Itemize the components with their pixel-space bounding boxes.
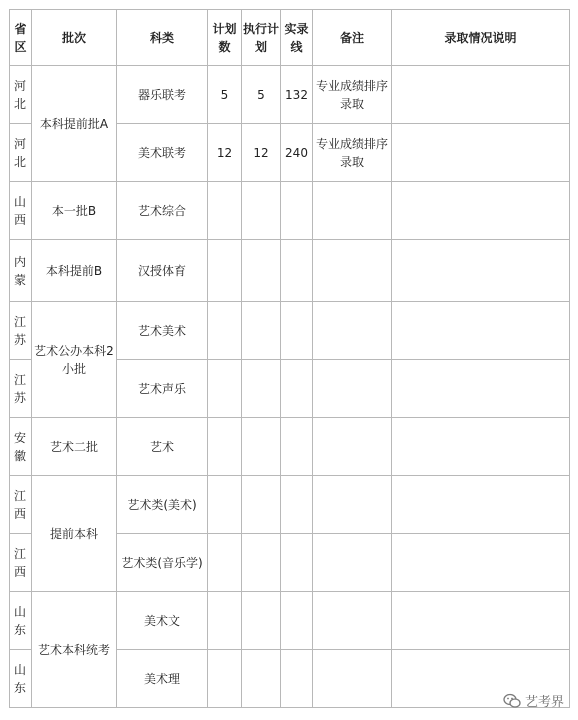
table-row	[10, 182, 570, 240]
province-cell: 山西	[10, 182, 32, 240]
explanation-cell	[392, 360, 570, 418]
header-note: 备注	[313, 10, 392, 66]
exec-plan-cell	[242, 302, 281, 360]
header-plan: 计划数	[208, 10, 242, 66]
note-cell	[313, 592, 392, 650]
exec-plan-cell	[242, 650, 281, 708]
category-cell: 器乐联考	[117, 66, 208, 124]
note-cell	[313, 476, 392, 534]
province-cell: 江苏	[10, 360, 32, 418]
category-cell: 美术理	[117, 650, 208, 708]
explanation-cell	[392, 476, 570, 534]
exec-plan-cell: 12	[242, 124, 281, 182]
table-row	[10, 476, 570, 534]
actual-cell	[281, 592, 313, 650]
explanation-cell	[392, 534, 570, 592]
header-explanation: 录取情况说明	[392, 10, 570, 66]
actual-cell	[281, 650, 313, 708]
exec-plan-cell	[242, 240, 281, 302]
explanation-cell	[392, 124, 570, 182]
note-cell	[313, 302, 392, 360]
explanation-cell	[392, 592, 570, 650]
exec-plan-cell	[242, 360, 281, 418]
province-cell: 河北	[10, 124, 32, 182]
actual-cell	[281, 302, 313, 360]
actual-cell: 132	[281, 66, 313, 124]
plan-cell	[208, 476, 242, 534]
actual-cell	[281, 360, 313, 418]
actual-cell	[281, 476, 313, 534]
province-cell: 安徽	[10, 418, 32, 476]
exec-plan-cell	[242, 476, 281, 534]
category-cell: 美术文	[117, 592, 208, 650]
batch-cell: 本科提前批A	[32, 66, 117, 182]
plan-cell	[208, 182, 242, 240]
explanation-cell	[392, 418, 570, 476]
table-row	[10, 418, 570, 476]
plan-cell	[208, 302, 242, 360]
header-actual: 实录线	[281, 10, 313, 66]
batch-cell: 本一批B	[32, 182, 117, 240]
plan-cell: 5	[208, 66, 242, 124]
province-cell: 山东	[10, 592, 32, 650]
table-row	[10, 302, 570, 360]
plan-cell	[208, 418, 242, 476]
plan-cell	[208, 534, 242, 592]
header-category: 科类	[117, 10, 208, 66]
province-cell: 江西	[10, 534, 32, 592]
province-cell: 江苏	[10, 302, 32, 360]
explanation-cell	[392, 182, 570, 240]
note-cell	[313, 534, 392, 592]
province-cell: 内蒙	[10, 240, 32, 302]
plan-cell	[208, 650, 242, 708]
category-cell: 汉授体育	[117, 240, 208, 302]
category-cell: 艺术综合	[117, 182, 208, 240]
note-cell	[313, 650, 392, 708]
note-cell	[313, 240, 392, 302]
exec-plan-cell	[242, 592, 281, 650]
table-row	[10, 592, 570, 650]
province-cell: 江西	[10, 476, 32, 534]
header-province: 省区	[10, 10, 32, 66]
note-cell	[313, 360, 392, 418]
category-cell: 艺术	[117, 418, 208, 476]
actual-cell	[281, 240, 313, 302]
category-cell: 美术联考	[117, 124, 208, 182]
batch-cell: 艺术公办本科2小批	[32, 302, 117, 418]
province-cell: 河北	[10, 66, 32, 124]
explanation-cell	[392, 240, 570, 302]
category-cell: 艺术类(音乐学)	[117, 534, 208, 592]
province-cell: 山东	[10, 650, 32, 708]
watermark-text: 艺考界	[524, 695, 564, 710]
note-cell	[313, 418, 392, 476]
exec-plan-cell	[242, 182, 281, 240]
category-cell: 艺术类(美术)	[117, 476, 208, 534]
explanation-cell	[392, 66, 570, 124]
plan-cell	[208, 360, 242, 418]
table-row	[10, 66, 570, 124]
header-batch: 批次	[32, 10, 117, 66]
explanation-cell	[392, 302, 570, 360]
plan-cell	[208, 592, 242, 650]
note-cell: 专业成绩排序录取	[313, 124, 392, 182]
category-cell: 艺术声乐	[117, 360, 208, 418]
batch-cell: 本科提前B	[32, 240, 117, 302]
note-cell	[313, 182, 392, 240]
actual-cell: 240	[281, 124, 313, 182]
batch-cell: 艺术本科统考	[32, 592, 117, 708]
actual-cell	[281, 182, 313, 240]
header-row	[10, 10, 570, 66]
admission-table	[9, 9, 570, 708]
table-row	[10, 240, 570, 302]
watermark	[503, 691, 564, 710]
plan-cell	[208, 240, 242, 302]
header-exec-plan: 执行计划	[242, 10, 281, 66]
actual-cell	[281, 418, 313, 476]
batch-cell: 艺术二批	[32, 418, 117, 476]
batch-cell: 提前本科	[32, 476, 117, 592]
exec-plan-cell: 5	[242, 66, 281, 124]
category-cell: 艺术美术	[117, 302, 208, 360]
exec-plan-cell	[242, 534, 281, 592]
actual-cell	[281, 534, 313, 592]
plan-cell: 12	[208, 124, 242, 182]
note-cell: 专业成绩排序录取	[313, 66, 392, 124]
wechat-bubble-icon	[503, 693, 521, 709]
exec-plan-cell	[242, 418, 281, 476]
